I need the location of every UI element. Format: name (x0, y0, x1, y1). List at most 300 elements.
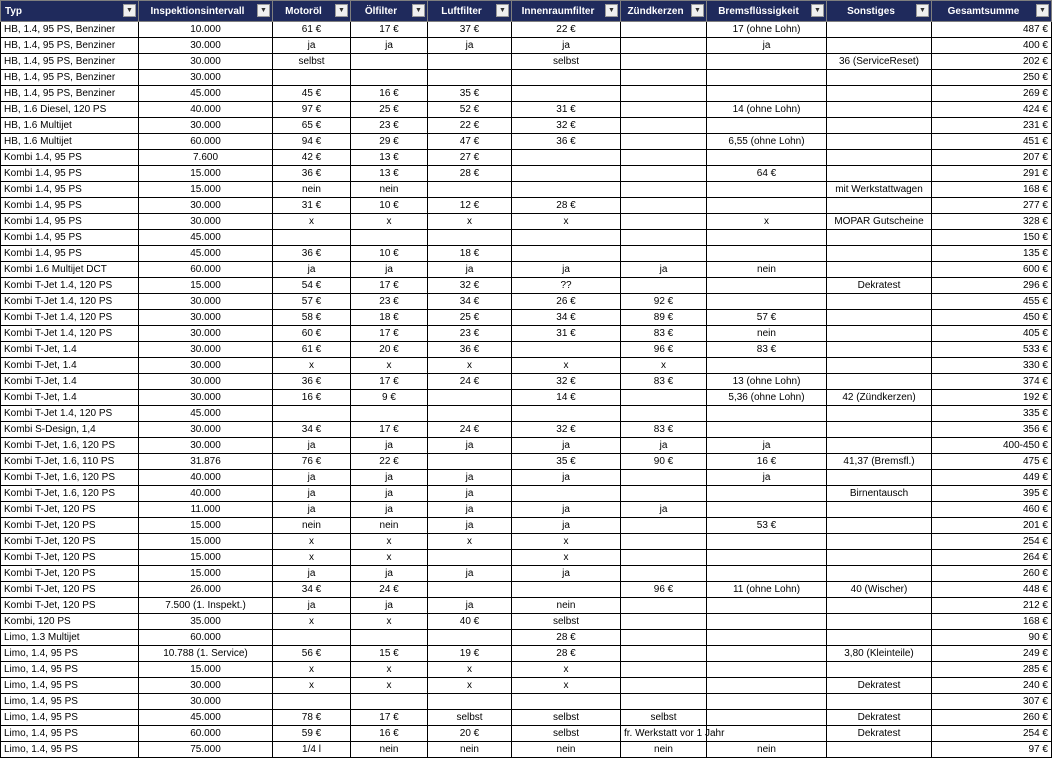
cell-oelfilter[interactable]: 13 € (351, 150, 428, 166)
cell-innenraumfilter[interactable]: 31 € (512, 326, 621, 342)
cell-oelfilter[interactable]: 20 € (351, 342, 428, 358)
cell-typ[interactable]: Kombi T-Jet, 120 PS (1, 598, 139, 614)
cell-typ[interactable]: Kombi 1.4, 95 PS (1, 230, 139, 246)
cell-sonstiges[interactable] (827, 70, 932, 86)
cell-typ[interactable]: Kombi T-Jet, 1.6, 120 PS (1, 470, 139, 486)
cell-sonstiges[interactable]: 40 (Wischer) (827, 582, 932, 598)
cell-inspektionsintervall[interactable]: 30.000 (139, 374, 273, 390)
cell-inspektionsintervall[interactable]: 15.000 (139, 662, 273, 678)
cell-bremsfluessigkeit[interactable] (707, 70, 827, 86)
cell-zuendkerzen[interactable] (621, 566, 707, 582)
cell-inspektionsintervall[interactable]: 15.000 (139, 550, 273, 566)
cell-zuendkerzen[interactable] (621, 550, 707, 566)
cell-sonstiges[interactable] (827, 502, 932, 518)
cell-typ[interactable]: Kombi 1.4, 95 PS (1, 150, 139, 166)
cell-gesamtsumme[interactable]: 487 € (932, 22, 1052, 38)
cell-zuendkerzen[interactable] (621, 630, 707, 646)
cell-inspektionsintervall[interactable]: 45.000 (139, 246, 273, 262)
cell-bremsfluessigkeit[interactable]: nein (707, 326, 827, 342)
cell-inspektionsintervall[interactable]: 40.000 (139, 102, 273, 118)
cell-innenraumfilter[interactable]: selbst (512, 726, 621, 742)
cell-typ[interactable]: Kombi T-Jet, 120 PS (1, 566, 139, 582)
cell-gesamtsumme[interactable]: 249 € (932, 646, 1052, 662)
cell-gesamtsumme[interactable]: 335 € (932, 406, 1052, 422)
cell-bremsfluessigkeit[interactable]: 83 € (707, 342, 827, 358)
cell-typ[interactable]: Kombi T-Jet, 120 PS (1, 582, 139, 598)
cell-sonstiges[interactable]: 42 (Zündkerzen) (827, 390, 932, 406)
cell-motoroel[interactable]: 54 € (273, 278, 351, 294)
cell-typ[interactable]: Kombi T-Jet, 1.4 (1, 390, 139, 406)
cell-oelfilter[interactable]: ja (351, 502, 428, 518)
dropdown-arrow-icon[interactable]: ▼ (257, 4, 270, 17)
cell-sonstiges[interactable]: MOPAR Gutscheine (827, 214, 932, 230)
cell-gesamtsumme[interactable]: 600 € (932, 262, 1052, 278)
cell-zuendkerzen[interactable] (621, 86, 707, 102)
cell-innenraumfilter[interactable] (512, 342, 621, 358)
cell-inspektionsintervall[interactable]: 30.000 (139, 310, 273, 326)
cell-luftfilter[interactable]: 47 € (428, 134, 512, 150)
cell-motoroel[interactable]: 61 € (273, 342, 351, 358)
cell-zuendkerzen[interactable] (621, 614, 707, 630)
cell-bremsfluessigkeit[interactable] (707, 678, 827, 694)
cell-oelfilter[interactable]: x (351, 214, 428, 230)
cell-sonstiges[interactable] (827, 422, 932, 438)
cell-sonstiges[interactable]: Dekratest (827, 726, 932, 742)
cell-inspektionsintervall[interactable]: 10.788 (1. Service) (139, 646, 273, 662)
cell-luftfilter[interactable]: ja (428, 486, 512, 502)
cell-bremsfluessigkeit[interactable] (707, 182, 827, 198)
cell-bremsfluessigkeit[interactable] (707, 614, 827, 630)
column-header-typ[interactable] (1, 1, 139, 22)
cell-typ[interactable]: Kombi T-Jet, 120 PS (1, 502, 139, 518)
cell-motoroel[interactable]: 34 € (273, 422, 351, 438)
cell-bremsfluessigkeit[interactable] (707, 294, 827, 310)
cell-typ[interactable]: Kombi T-Jet, 1.6, 120 PS (1, 438, 139, 454)
cell-zuendkerzen[interactable]: 96 € (621, 582, 707, 598)
cell-zuendkerzen[interactable] (621, 182, 707, 198)
cell-sonstiges[interactable] (827, 86, 932, 102)
cell-oelfilter[interactable]: x (351, 614, 428, 630)
cell-zuendkerzen[interactable] (621, 646, 707, 662)
cell-gesamtsumme[interactable]: 450 € (932, 310, 1052, 326)
cell-gesamtsumme[interactable]: 135 € (932, 246, 1052, 262)
cell-inspektionsintervall[interactable]: 30.000 (139, 294, 273, 310)
cell-typ[interactable]: Kombi, 120 PS (1, 614, 139, 630)
cell-innenraumfilter[interactable]: 28 € (512, 198, 621, 214)
cell-sonstiges[interactable] (827, 550, 932, 566)
cell-zuendkerzen[interactable]: selbst (621, 710, 707, 726)
cell-gesamtsumme[interactable]: 212 € (932, 598, 1052, 614)
cell-sonstiges[interactable] (827, 294, 932, 310)
cell-oelfilter[interactable]: 22 € (351, 454, 428, 470)
cell-typ[interactable]: Kombi T-Jet 1.4, 120 PS (1, 310, 139, 326)
cell-motoroel[interactable]: selbst (273, 54, 351, 70)
cell-motoroel[interactable]: 16 € (273, 390, 351, 406)
cell-sonstiges[interactable] (827, 662, 932, 678)
cell-motoroel[interactable]: 58 € (273, 310, 351, 326)
cell-luftfilter[interactable]: 40 € (428, 614, 512, 630)
cell-sonstiges[interactable] (827, 742, 932, 758)
cell-gesamtsumme[interactable]: 260 € (932, 710, 1052, 726)
cell-sonstiges[interactable] (827, 262, 932, 278)
cell-bremsfluessigkeit[interactable] (707, 358, 827, 374)
cell-typ[interactable]: Kombi T-Jet 1.4, 120 PS (1, 326, 139, 342)
cell-sonstiges[interactable] (827, 374, 932, 390)
cell-zuendkerzen[interactable] (621, 518, 707, 534)
cell-sonstiges[interactable] (827, 326, 932, 342)
cell-typ[interactable]: Kombi T-Jet, 1.6, 120 PS (1, 486, 139, 502)
cell-innenraumfilter[interactable]: 32 € (512, 422, 621, 438)
column-header-inspektionsintervall[interactable] (139, 1, 273, 22)
column-header-gesamtsumme[interactable] (932, 1, 1052, 22)
cell-zuendkerzen[interactable]: 83 € (621, 422, 707, 438)
cell-luftfilter[interactable]: ja (428, 262, 512, 278)
cell-oelfilter[interactable] (351, 694, 428, 710)
cell-bremsfluessigkeit[interactable] (707, 246, 827, 262)
cell-bremsfluessigkeit[interactable] (707, 710, 827, 726)
cell-luftfilter[interactable]: 37 € (428, 22, 512, 38)
cell-bremsfluessigkeit[interactable] (707, 118, 827, 134)
cell-zuendkerzen[interactable]: 83 € (621, 326, 707, 342)
cell-innenraumfilter[interactable]: ja (512, 470, 621, 486)
cell-motoroel[interactable]: ja (273, 486, 351, 502)
cell-oelfilter[interactable]: 17 € (351, 278, 428, 294)
cell-innenraumfilter[interactable]: selbst (512, 710, 621, 726)
cell-luftfilter[interactable]: 28 € (428, 166, 512, 182)
cell-innenraumfilter[interactable] (512, 182, 621, 198)
cell-zuendkerzen[interactable]: nein (621, 742, 707, 758)
cell-gesamtsumme[interactable]: 260 € (932, 566, 1052, 582)
cell-oelfilter[interactable]: 17 € (351, 374, 428, 390)
cell-sonstiges[interactable]: 3,80 (Kleinteile) (827, 646, 932, 662)
cell-motoroel[interactable]: x (273, 358, 351, 374)
cell-gesamtsumme[interactable]: 424 € (932, 102, 1052, 118)
cell-typ[interactable]: HB, 1.4, 95 PS, Benziner (1, 54, 139, 70)
cell-innenraumfilter[interactable] (512, 150, 621, 166)
cell-luftfilter[interactable]: nein (428, 742, 512, 758)
cell-motoroel[interactable]: 65 € (273, 118, 351, 134)
cell-inspektionsintervall[interactable]: 15.000 (139, 166, 273, 182)
cell-oelfilter[interactable]: 17 € (351, 22, 428, 38)
cell-inspektionsintervall[interactable]: 40.000 (139, 470, 273, 486)
dropdown-arrow-icon[interactable]: ▼ (916, 4, 929, 17)
cell-typ[interactable]: HB, 1.4, 95 PS, Benziner (1, 70, 139, 86)
cell-inspektionsintervall[interactable]: 30.000 (139, 678, 273, 694)
cell-zuendkerzen[interactable]: 92 € (621, 294, 707, 310)
cell-oelfilter[interactable]: ja (351, 438, 428, 454)
cell-motoroel[interactable]: 59 € (273, 726, 351, 742)
cell-innenraumfilter[interactable]: ja (512, 502, 621, 518)
cell-gesamtsumme[interactable]: 449 € (932, 470, 1052, 486)
cell-gesamtsumme[interactable]: 451 € (932, 134, 1052, 150)
cell-bremsfluessigkeit[interactable] (707, 566, 827, 582)
cell-typ[interactable]: HB, 1.6 Multijet (1, 118, 139, 134)
cell-oelfilter[interactable]: ja (351, 470, 428, 486)
cell-gesamtsumme[interactable]: 207 € (932, 150, 1052, 166)
cell-oelfilter[interactable]: 16 € (351, 86, 428, 102)
cell-gesamtsumme[interactable]: 307 € (932, 694, 1052, 710)
cell-innenraumfilter[interactable]: 36 € (512, 134, 621, 150)
cell-inspektionsintervall[interactable]: 30.000 (139, 422, 273, 438)
cell-zuendkerzen[interactable]: 96 € (621, 342, 707, 358)
cell-bremsfluessigkeit[interactable] (707, 150, 827, 166)
cell-bremsfluessigkeit[interactable] (707, 646, 827, 662)
cell-innenraumfilter[interactable]: 34 € (512, 310, 621, 326)
cell-gesamtsumme[interactable]: 448 € (932, 582, 1052, 598)
dropdown-arrow-icon[interactable]: ▼ (335, 4, 348, 17)
cell-inspektionsintervall[interactable]: 30.000 (139, 438, 273, 454)
column-header-oelfilter[interactable] (351, 1, 428, 22)
cell-innenraumfilter[interactable]: ja (512, 38, 621, 54)
cell-gesamtsumme[interactable]: 374 € (932, 374, 1052, 390)
cell-typ[interactable]: Kombi T-Jet 1.4, 120 PS (1, 406, 139, 422)
cell-oelfilter[interactable]: ja (351, 566, 428, 582)
cell-sonstiges[interactable] (827, 694, 932, 710)
cell-oelfilter[interactable] (351, 230, 428, 246)
cell-innenraumfilter[interactable] (512, 70, 621, 86)
cell-luftfilter[interactable] (428, 182, 512, 198)
cell-inspektionsintervall[interactable]: 30.000 (139, 390, 273, 406)
cell-typ[interactable]: Limo, 1.3 Multijet (1, 630, 139, 646)
cell-inspektionsintervall[interactable]: 45.000 (139, 86, 273, 102)
cell-sonstiges[interactable] (827, 518, 932, 534)
cell-gesamtsumme[interactable]: 250 € (932, 70, 1052, 86)
cell-luftfilter[interactable]: x (428, 534, 512, 550)
cell-oelfilter[interactable]: 9 € (351, 390, 428, 406)
cell-gesamtsumme[interactable]: 202 € (932, 54, 1052, 70)
cell-motoroel[interactable] (273, 230, 351, 246)
cell-oelfilter[interactable]: ja (351, 38, 428, 54)
cell-bremsfluessigkeit[interactable]: nein (707, 262, 827, 278)
cell-oelfilter[interactable]: 23 € (351, 118, 428, 134)
cell-inspektionsintervall[interactable]: 30.000 (139, 358, 273, 374)
cell-typ[interactable]: HB, 1.4, 95 PS, Benziner (1, 86, 139, 102)
cell-gesamtsumme[interactable]: 285 € (932, 662, 1052, 678)
cell-motoroel[interactable]: 57 € (273, 294, 351, 310)
cell-luftfilter[interactable]: 24 € (428, 422, 512, 438)
cell-innenraumfilter[interactable]: x (512, 358, 621, 374)
cell-motoroel[interactable]: ja (273, 38, 351, 54)
dropdown-arrow-icon[interactable]: ▼ (691, 4, 704, 17)
cell-oelfilter[interactable]: ja (351, 598, 428, 614)
cell-gesamtsumme[interactable]: 201 € (932, 518, 1052, 534)
cell-oelfilter[interactable]: 16 € (351, 726, 428, 742)
cell-gesamtsumme[interactable]: 168 € (932, 614, 1052, 630)
cell-innenraumfilter[interactable] (512, 246, 621, 262)
cell-innenraumfilter[interactable] (512, 406, 621, 422)
cell-typ[interactable]: Limo, 1.4, 95 PS (1, 662, 139, 678)
cell-innenraumfilter[interactable] (512, 486, 621, 502)
cell-motoroel[interactable] (273, 406, 351, 422)
column-header-innenraumfilter[interactable] (512, 1, 621, 22)
cell-zuendkerzen[interactable]: 83 € (621, 374, 707, 390)
cell-oelfilter[interactable]: nein (351, 742, 428, 758)
cell-zuendkerzen[interactable] (621, 134, 707, 150)
cell-luftfilter[interactable]: 27 € (428, 150, 512, 166)
cell-motoroel[interactable] (273, 694, 351, 710)
cell-bremsfluessigkeit[interactable] (707, 278, 827, 294)
cell-luftfilter[interactable]: 34 € (428, 294, 512, 310)
cell-zuendkerzen[interactable] (621, 166, 707, 182)
cell-motoroel[interactable]: 56 € (273, 646, 351, 662)
cell-oelfilter[interactable]: 25 € (351, 102, 428, 118)
cell-gesamtsumme[interactable]: 455 € (932, 294, 1052, 310)
cell-typ[interactable]: Kombi T-Jet, 1.6, 110 PS (1, 454, 139, 470)
cell-motoroel[interactable]: 31 € (273, 198, 351, 214)
cell-luftfilter[interactable] (428, 582, 512, 598)
cell-gesamtsumme[interactable]: 192 € (932, 390, 1052, 406)
dropdown-arrow-icon[interactable]: ▼ (605, 4, 618, 17)
cell-luftfilter[interactable]: 32 € (428, 278, 512, 294)
cell-luftfilter[interactable]: selbst (428, 710, 512, 726)
cell-motoroel[interactable]: 1/4 l (273, 742, 351, 758)
cell-motoroel[interactable]: 60 € (273, 326, 351, 342)
cell-zuendkerzen[interactable] (621, 38, 707, 54)
cell-innenraumfilter[interactable]: 32 € (512, 374, 621, 390)
column-header-motoroel[interactable] (273, 1, 351, 22)
cell-oelfilter[interactable]: 10 € (351, 246, 428, 262)
cell-inspektionsintervall[interactable]: 15.000 (139, 518, 273, 534)
cell-innenraumfilter[interactable]: ja (512, 262, 621, 278)
cell-inspektionsintervall[interactable]: 60.000 (139, 630, 273, 646)
cell-gesamtsumme[interactable]: 90 € (932, 630, 1052, 646)
cell-motoroel[interactable]: 42 € (273, 150, 351, 166)
cell-sonstiges[interactable] (827, 534, 932, 550)
cell-gesamtsumme[interactable]: 231 € (932, 118, 1052, 134)
cell-motoroel[interactable]: x (273, 678, 351, 694)
cell-luftfilter[interactable]: 23 € (428, 326, 512, 342)
cell-motoroel[interactable]: ja (273, 262, 351, 278)
dropdown-arrow-icon[interactable]: ▼ (1036, 4, 1049, 17)
dropdown-arrow-icon[interactable]: ▼ (496, 4, 509, 17)
cell-bremsfluessigkeit[interactable] (707, 694, 827, 710)
cell-sonstiges[interactable] (827, 230, 932, 246)
cell-zuendkerzen[interactable]: 89 € (621, 310, 707, 326)
cell-bremsfluessigkeit[interactable]: 11 (ohne Lohn) (707, 582, 827, 598)
cell-oelfilter[interactable] (351, 70, 428, 86)
cell-gesamtsumme[interactable]: 533 € (932, 342, 1052, 358)
cell-motoroel[interactable]: x (273, 534, 351, 550)
cell-oelfilter[interactable]: x (351, 358, 428, 374)
cell-typ[interactable]: Kombi S-Design, 1,4 (1, 422, 139, 438)
cell-zuendkerzen[interactable] (621, 246, 707, 262)
cell-sonstiges[interactable] (827, 150, 932, 166)
cell-sonstiges[interactable] (827, 406, 932, 422)
cell-oelfilter[interactable]: x (351, 678, 428, 694)
cell-luftfilter[interactable]: x (428, 358, 512, 374)
cell-inspektionsintervall[interactable]: 30.000 (139, 326, 273, 342)
cell-zuendkerzen[interactable] (621, 598, 707, 614)
cell-sonstiges[interactable]: 36 (ServiceReset) (827, 54, 932, 70)
cell-gesamtsumme[interactable]: 277 € (932, 198, 1052, 214)
cell-inspektionsintervall[interactable]: 11.000 (139, 502, 273, 518)
dropdown-arrow-icon[interactable]: ▼ (811, 4, 824, 17)
cell-gesamtsumme[interactable]: 356 € (932, 422, 1052, 438)
cell-luftfilter[interactable] (428, 406, 512, 422)
cell-luftfilter[interactable] (428, 454, 512, 470)
cell-typ[interactable]: HB, 1.6 Diesel, 120 PS (1, 102, 139, 118)
cell-motoroel[interactable]: x (273, 214, 351, 230)
cell-sonstiges[interactable] (827, 134, 932, 150)
cell-luftfilter[interactable]: ja (428, 38, 512, 54)
cell-inspektionsintervall[interactable]: 45.000 (139, 406, 273, 422)
cell-gesamtsumme[interactable]: 97 € (932, 742, 1052, 758)
cell-gesamtsumme[interactable]: 291 € (932, 166, 1052, 182)
cell-sonstiges[interactable] (827, 22, 932, 38)
cell-zuendkerzen[interactable] (621, 214, 707, 230)
cell-zuendkerzen[interactable] (621, 54, 707, 70)
cell-bremsfluessigkeit[interactable]: x (707, 214, 827, 230)
cell-innenraumfilter[interactable]: selbst (512, 614, 621, 630)
cell-motoroel[interactable]: 45 € (273, 86, 351, 102)
cell-luftfilter[interactable]: ja (428, 518, 512, 534)
cell-motoroel[interactable]: 94 € (273, 134, 351, 150)
cell-bremsfluessigkeit[interactable] (707, 54, 827, 70)
cell-typ[interactable]: Kombi 1.4, 95 PS (1, 166, 139, 182)
cell-innenraumfilter[interactable] (512, 230, 621, 246)
cell-bremsfluessigkeit[interactable] (707, 534, 827, 550)
cell-bremsfluessigkeit[interactable]: 64 € (707, 166, 827, 182)
cell-gesamtsumme[interactable]: 400-450 € (932, 438, 1052, 454)
cell-sonstiges[interactable]: Dekratest (827, 710, 932, 726)
cell-luftfilter[interactable]: 20 € (428, 726, 512, 742)
cell-bremsfluessigkeit[interactable]: 6,55 (ohne Lohn) (707, 134, 827, 150)
cell-bremsfluessigkeit[interactable]: ja (707, 438, 827, 454)
cell-oelfilter[interactable]: 29 € (351, 134, 428, 150)
cell-sonstiges[interactable] (827, 310, 932, 326)
cell-typ[interactable]: Kombi 1.4, 95 PS (1, 198, 139, 214)
cell-sonstiges[interactable] (827, 118, 932, 134)
cell-inspektionsintervall[interactable]: 75.000 (139, 742, 273, 758)
cell-inspektionsintervall[interactable]: 45.000 (139, 230, 273, 246)
cell-zuendkerzen[interactable] (621, 678, 707, 694)
cell-oelfilter[interactable]: 23 € (351, 294, 428, 310)
cell-motoroel[interactable] (273, 630, 351, 646)
cell-motoroel[interactable] (273, 70, 351, 86)
cell-motoroel[interactable]: 34 € (273, 582, 351, 598)
cell-oelfilter[interactable] (351, 630, 428, 646)
cell-oelfilter[interactable]: nein (351, 518, 428, 534)
cell-inspektionsintervall[interactable]: 26.000 (139, 582, 273, 598)
cell-luftfilter[interactable] (428, 230, 512, 246)
cell-motoroel[interactable]: x (273, 550, 351, 566)
cell-innenraumfilter[interactable]: ja (512, 566, 621, 582)
cell-motoroel[interactable]: x (273, 662, 351, 678)
cell-zuendkerzen[interactable] (621, 486, 707, 502)
cell-typ[interactable]: Kombi 1.4, 95 PS (1, 246, 139, 262)
cell-luftfilter[interactable]: ja (428, 598, 512, 614)
cell-typ[interactable]: Kombi T-Jet, 120 PS (1, 534, 139, 550)
cell-typ[interactable]: Limo, 1.4, 95 PS (1, 726, 139, 742)
cell-zuendkerzen[interactable] (621, 70, 707, 86)
cell-zuendkerzen[interactable]: x (621, 358, 707, 374)
cell-motoroel[interactable]: 97 € (273, 102, 351, 118)
cell-motoroel[interactable]: ja (273, 598, 351, 614)
cell-innenraumfilter[interactable]: ja (512, 518, 621, 534)
cell-motoroel[interactable]: 76 € (273, 454, 351, 470)
cell-gesamtsumme[interactable]: 264 € (932, 550, 1052, 566)
cell-motoroel[interactable]: ja (273, 566, 351, 582)
cell-motoroel[interactable]: ja (273, 502, 351, 518)
cell-zuendkerzen[interactable]: ja (621, 438, 707, 454)
cell-inspektionsintervall[interactable]: 60.000 (139, 134, 273, 150)
cell-gesamtsumme[interactable]: 168 € (932, 182, 1052, 198)
cell-sonstiges[interactable] (827, 246, 932, 262)
cell-innenraumfilter[interactable]: 14 € (512, 390, 621, 406)
cell-innenraumfilter[interactable] (512, 166, 621, 182)
column-header-bremsfluessigkeit[interactable] (707, 1, 827, 22)
cell-oelfilter[interactable]: nein (351, 182, 428, 198)
